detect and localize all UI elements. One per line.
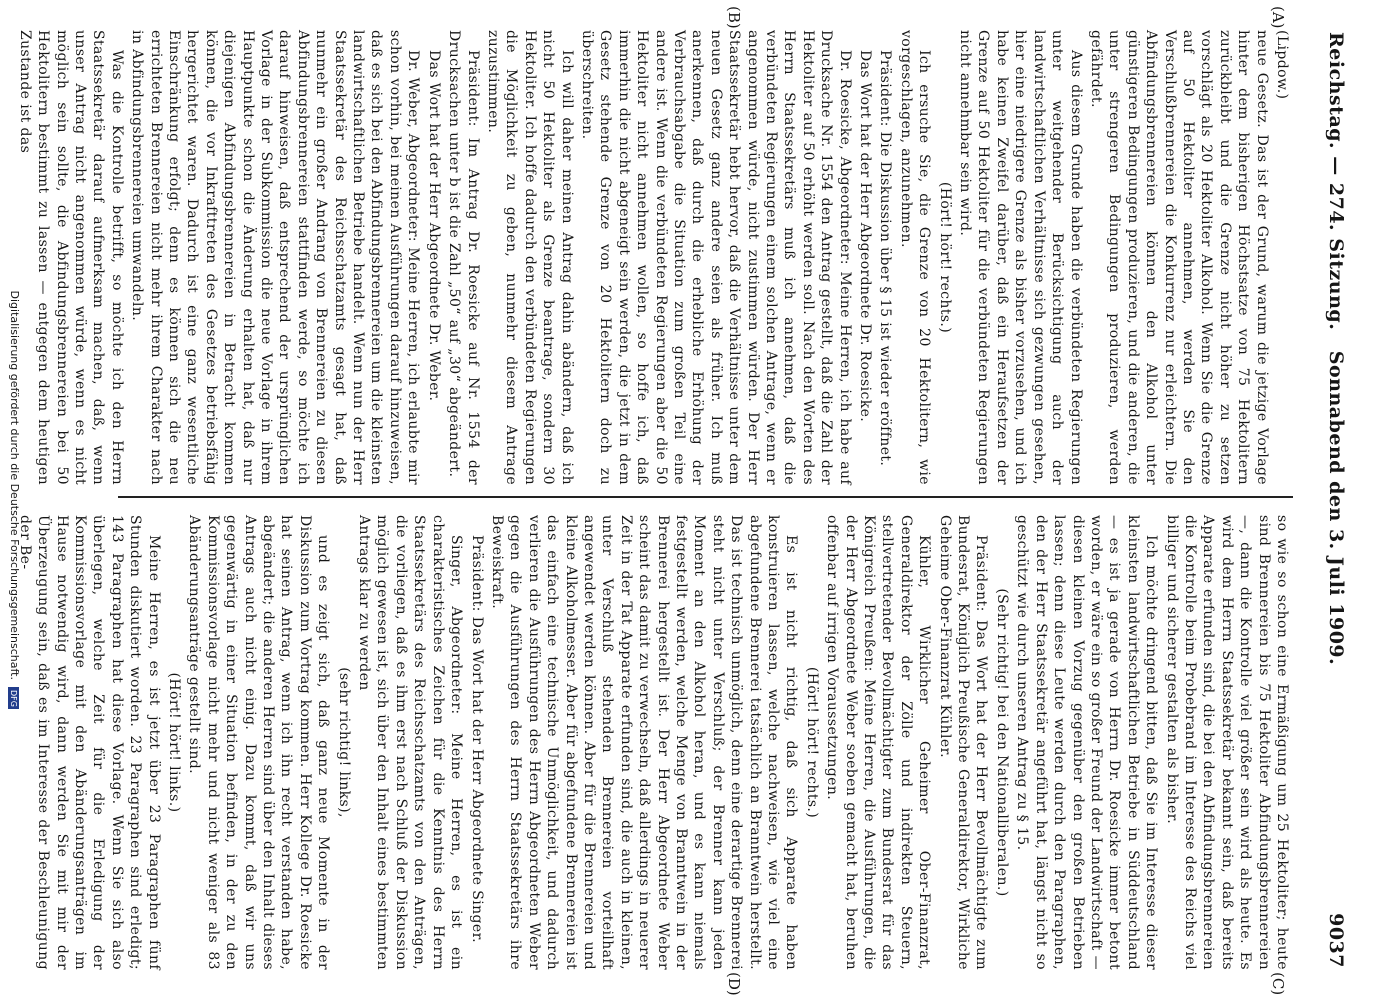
paragraph: Dr. Weber, Abgeordneter: Meine Herren, ich erlaubte mir schon vorhin, bei meinen Ausführungen darauf hinzuweisen, daß es sich bei den Abfindungsbrennereien um die kleinsten landwirtschaftlichen Betriebe handelt. Wenn nun der Herr Staatssekretär des Reichsschatzamts gesagt hat, daß nunmehr ein großer Andrang von Brennereien zu diesen Abfindungsbrennereien stattfinden werde, so möchte ich darauf hinweisen, daß entsprechend der ursprünglichen Vorlage in der Subkommission die neue Vorlage in ihrem Hauptpunkte schon die Änderung erhalten hat, daß nur diejenigen Abfindungsbrennereien in Betracht kommen können, die vor Inkrafttreten des Gesetzes betriebsfähig hergerichtet waren. Dadurch ist eine ganz wesentliche Einschränkung erfolgt; denn es können sich die neu errichteten Brennereien nicht mehr ihrem Charakter nach in Abfindungsbrennereien umwandeln.: [129, 30, 422, 485]
paragraph: (Hört! hört! rechts.): [803, 666, 820, 819]
text-column-right: [16, 515, 1291, 970]
paragraph: Aus diesem Grunde haben die verbündeten Regierungen unter weitgehender Berücksichtigung auch der landwirtschaftlichen Verhältnisse sich gezwungen gesehen, hier eine niedrigere Grenze als bisher vorzusehen, und ich habe keinen Zweifel darüber, daß ein Heraufsetzen der Grenze auf 50 Hektoliter für die verbündeten Regierungen nicht annehmbar sein wird.: [957, 30, 1084, 485]
paragraph: Dr. Roesicke, Abgeordneter: Meine Herren, ich habe auf Drucksache Nr. 1554 den Antrag gestellt, daß die Zahl der Hektoliter auf 50 erhöht werden soll. Nach den Worten des Herrn Staatssekretärs muß ich annehmen, daß die verbündeten Regierungen einem solchen Antrage, wenn er angenommen würde, nicht zustimmen würden. Der Herr Staatssekretär hebt hervor, daß die Verhältnisse unter dem neuen Gesetz ganz andere seien als früher. Ich muß anerkennen, daß durch die erhebliche Erhöhung der Verbrauchsabgabe die Situation zum großen Teil eine andere ist. Wenn die verbündeten Regierungen aber die 50 Hektoliter nicht annehmen wollen, so hoffe ich, daß immerhin die nicht abgeneigt sein werden, die jetzt in dem Gesetz stehende Grenze von 20 Hektolitern doch zu überschreiten.: [578, 30, 853, 485]
margin-mark-a: (A): [1269, 6, 1287, 29]
page-number: 9037: [1325, 913, 1347, 968]
column-divider: [118, 496, 1293, 498]
paragraph: Präsident: Im Antrag Dr. Roesicke auf Nr. 1554 der Drucksachen unter b ist die Zahl „50“ auf „30“ abgeändert.: [446, 30, 481, 485]
margin-mark-d: (D): [725, 972, 743, 996]
page-footer: [8, 0, 21, 1000]
paragraph: Kühler, Wirklicher Geheimer Ober-Finanzrat, Generaldirektor der Zölle und indirekten Steuern, stellvertretender Bevollmächtigter zum Bundesrat für das Königreich Preußen: Meine Herren, die Ausführungen, die der Herr Abgeordnete Weber soeben gemacht hat, beruhen offenbar auf irrigen Voraussetzungen.: [824, 515, 933, 970]
dfg-logo: DFG: [9, 687, 20, 709]
paragraph: Ich möchte dringend bitten, daß Sie im Interesse dieser kleinsten landwirtschaftlichen Betriebe in Süddeutschland — es ist ja gerade von Herrn Dr. Roesicke immer betont worden, er wäre ein so großer Freund der Landwirtschaft — diesen kleinen Vorzug gegenüber den großen Betrieben lassen; denn diese Leute werden durch den Paragraphen, den der Herr Staatssekretär angeführt hat, längst nicht so geschützt wie durch unseren Antrag zu § 15.: [1014, 515, 1160, 970]
paragraph: (Lipdow.): [1274, 30, 1290, 100]
text-column-left: [16, 30, 1291, 485]
paragraph: (Hört! hört! links.): [166, 672, 183, 813]
paragraph: Präsident: Die Diskussion über § 15 ist wieder eröffnet.: [877, 50, 894, 467]
paragraph: Ich will daher meinen Antrag dahin abändern, daß ich nicht 50 Hektoliter als Grenze beantrage, sondern 30 Hektoliter. Ich hoffe dadurch den verbündeten Regierungen die Möglichkeit zu geben, nunmehr diesem Antrage zuzustimmen.: [484, 30, 575, 485]
header-left: Reichstag. — 274. Sitzung.: [1325, 32, 1347, 331]
page-header: [1299, 28, 1369, 972]
paragraph: Was die Kontrolle betrifft, so möchte ich den Herrn Staatssekretär darauf aufmerksam machen, daß, wenn unser Antrag nicht angenommen würde, wenn es nicht möglich sein sollte, die Abfindungsbrennereien bei 50 Hektolitern bestimmt zu lassen — entgegen dem heutigen Zustande ist das: [16, 30, 125, 485]
paragraph: Es ist nicht richtig, daß sich Apparate haben konstruieren lassen, welche nachweisen, wie viel eine abgefundene Brennerei tatsächlich an Branntwein herstellt. Das ist technisch unmöglich, denn eine derartige Brennerei steht nicht unter Verschluß; der Brenner kann jeden Moment an den Alkohol heran, und es kann niemals festgestellt werden, welche Menge von Branntwein in der Brennerei hergestellt ist. Der Herr Abgeordnete Weber scheint das damit zu verwechseln, daß allerdings in neuerer Zeit in der Tat Apparate erfunden sind, die auch in kleinen, unter Verschluß stehenden Brennereien vorteilhaft angewendet werden können. Aber für die Brennereien und kleine Alkoholmesser. Aber für abgefundene Brennereien ist das einfach eine technische Unmöglichkeit, und dadurch verlieren die Ausführungen des Herrn Abgeordneten Weber gegen die Ausführungen des Herrn Staatssekretärs ihre Beweiskraft.: [488, 515, 800, 970]
header-center: Sonnabend den 3. Juli 1909.: [1325, 350, 1347, 666]
paragraph: so wie so schon eine Ermäßigung um 25 Hektoliter; heute sind Brennereien bis 75 Hektoliter Abfindungsbrennereien —, dann die Kontrolle viel größer sein wird als heute. Es wird dem Herrn Staatssekretär bekannt sein, daß bereits Apparate erfunden sind, die bei den Abfindungsbrennereien die Kontrolle beim Probebrand im Interesse des Reichs viel billiger und sicherer gestalten als bisher.: [1163, 515, 1290, 970]
paragraph: Das Wort hat der Herr Abgeordnete Dr. Roesicke.: [857, 50, 874, 423]
paragraph: Meine Herren, es ist jetzt über 23 Paragraphen fünf Stunden diskutiert worden. 23 Paragraphen sind erledigt; 143 Paragraphen hat diese Vorlage. Wenn Sie sich also überlegen, welche Zeit für die Erledigung der Kommissionsvorlage mit den Abänderungsanträgen im Hause notwendig wird, dann werden Sie mit mir der Überzeugung sein, daß es im Interesse der Beschleunigung der Be-: [16, 515, 162, 970]
footer-text: Digitalisierung gefördert durch die Deutsche Forschungsgemeinschaft.: [8, 290, 21, 680]
margin-mark-b: (B): [725, 6, 743, 29]
paragraph: (Sehr richtig! bei den Nationalliberalen.): [993, 588, 1010, 897]
paragraph: Präsident: Das Wort hat der Herr Abgeordnete Singer.: [468, 535, 485, 943]
margin-mark-c: (C): [1269, 972, 1287, 996]
paragraph: Singer, Abgeordneter: Meine Herren, es ist ein charakteristisches Zeichen für die Kenntnis des Herrn Staatssekretärs des Reichsschatzamts von den Anträgen, die vorliegen, daß es ihm erst nach Schluß der Diskussion möglich gewesen ist, sich über den Inhalt eines bestimmten Antrags klar zu werden: [356, 515, 465, 970]
paragraph: Präsident: Das Wort hat der Herr Bevollmächtigte zum Bundesrat, Königlich Preußische Generaldirektor, Wirkliche Geheime Ober-Finanzrat Kühler.: [936, 515, 990, 970]
paragraph: Das Wort hat der Herr Abgeordnete Dr. Weber.: [425, 50, 442, 402]
paragraph: und es zeigt sich, daß ganz neue Momente in der Diskussion zum Vortrag kommen. Herr Kollege Dr. Roesicke hat seinen Antrag, wenn ich ihn recht verstanden habe, abgeändert; die anderen Herren sind über den Inhalt dieses Antrags auch nicht einig. Dazu kommt, daß wir uns gegenwärtig in einer Situation befinden, in der zu den Kommissionsvorlage nicht mehr und nicht weniger als 83 Abänderungsanträge gestellt sind.: [186, 515, 332, 970]
paragraph: neue Gesetz. Das ist der Grund, warum die jetzige Vorlage hinter dem bisherigen Höchstsatze von 75 Hektolitern zurückbleibt und die Grenze nicht höher zu setzen vorschlägt als 20 Hektoliter Alkohol. Wenn Sie die Grenze auf 50 Hektoliter annehmen, werden Sie den Verschlußbrennereien die Konkurrenz nur erleichtern. Die Abfindungsbrennereien können den Alkohol unter günstigeren Bedingungen produzieren, und die anderen, die unter strengeren Bedingungen produzieren, werden gefährdet.: [1087, 30, 1270, 485]
paragraph: (Hört! hört! rechts.): [936, 181, 953, 334]
paragraph: Ich ersuche Sie, die Grenze von 20 Hektolitern, wie vorgeschlagen, anzunehmen.: [897, 30, 933, 485]
paragraph: (sehr richtig! links),: [335, 667, 352, 818]
